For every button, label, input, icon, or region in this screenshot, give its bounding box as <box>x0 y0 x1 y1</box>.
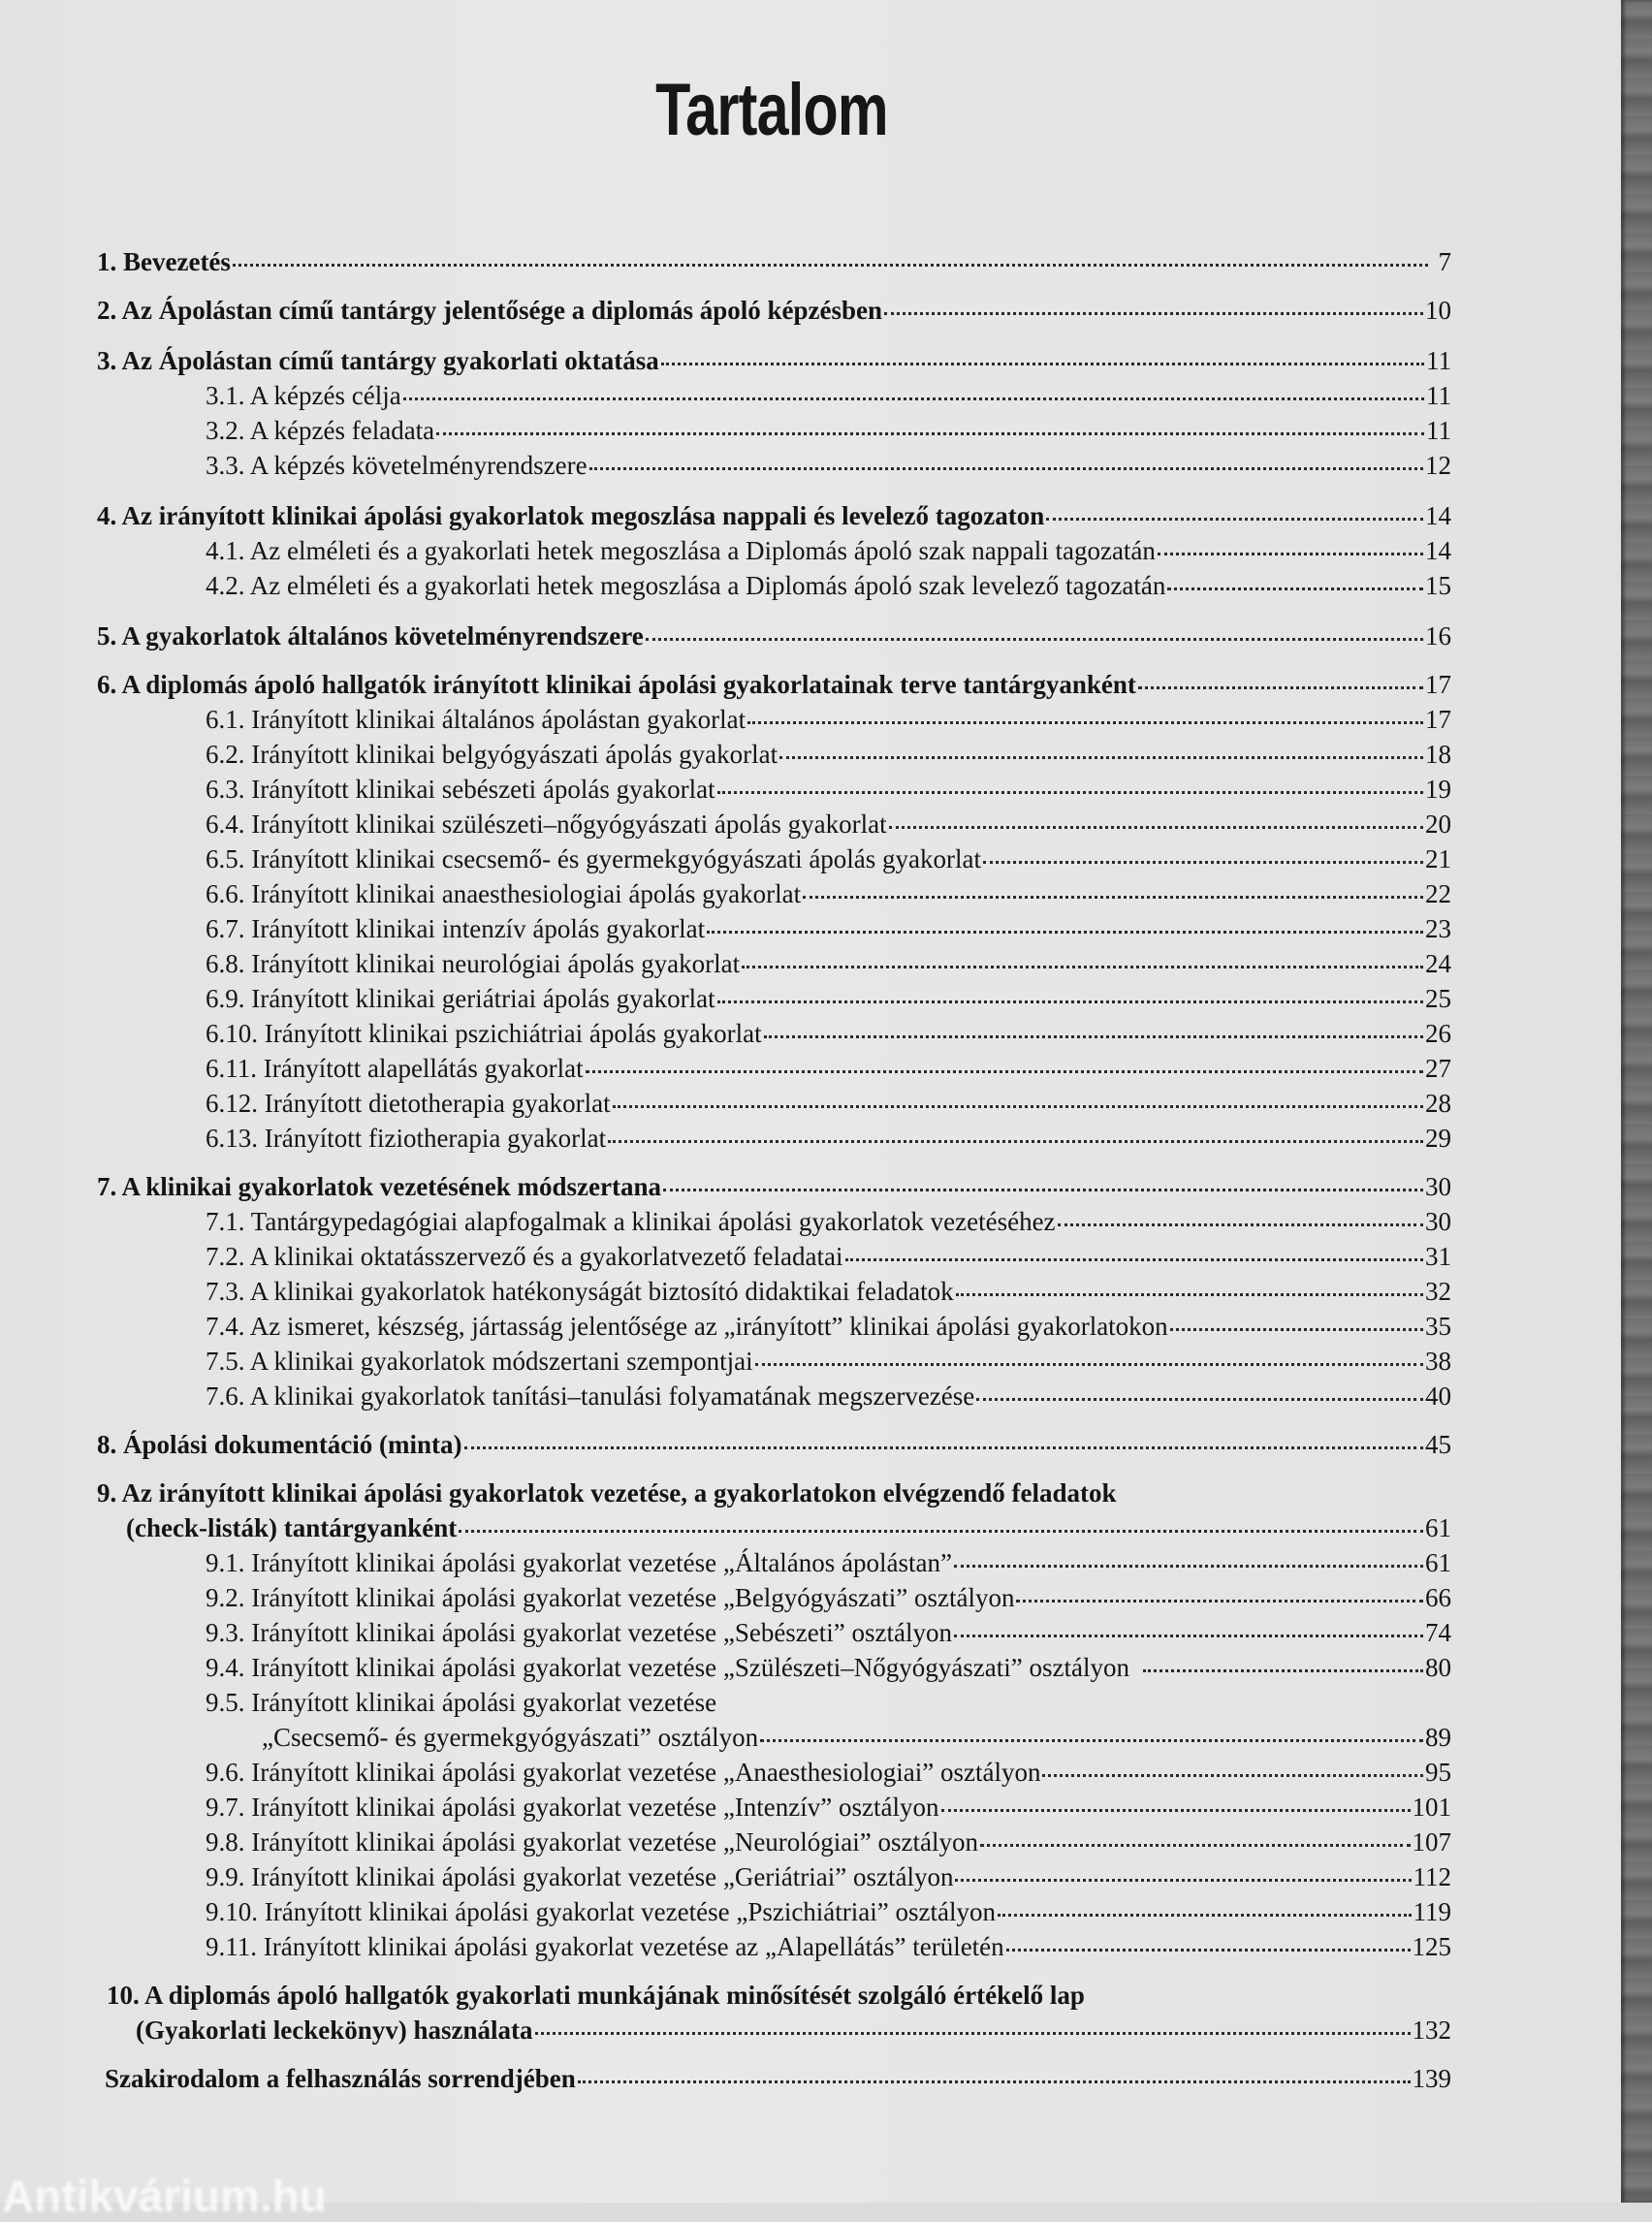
toc-entry-label: 5. A gyakorlatok általános követelményrendszere <box>97 621 644 651</box>
dot-leader <box>760 1739 1423 1742</box>
toc-entry-label: 8. Ápolási dokumentáció (minta) <box>97 1430 462 1459</box>
toc-page-number: 112 <box>1413 1862 1451 1891</box>
toc-subentry <box>206 535 1451 566</box>
dot-leader <box>1138 686 1423 689</box>
toc-entry <box>97 620 1451 651</box>
dot-leader <box>747 721 1423 724</box>
toc-subentry <box>206 948 1451 979</box>
toc-page-number: 22 <box>1425 879 1451 908</box>
toc-page-number: 14 <box>1425 536 1451 565</box>
dot-leader <box>233 264 1428 267</box>
toc-subentry <box>206 774 1451 805</box>
toc-page-number: 30 <box>1425 1172 1451 1201</box>
dot-leader <box>1042 1774 1423 1777</box>
toc-page-number: 35 <box>1425 1312 1451 1341</box>
toc-page-number: 28 <box>1425 1089 1451 1118</box>
toc-entry-label: 9.2. Irányított klinikai ápolási gyakorlat vezetése „Belgyógyászati” osztályon <box>206 1583 1015 1612</box>
toc-entry <box>97 1429 1451 1460</box>
toc-entry-label: 6.2. Irányított klinikai belgyógyászati ápolás gyakorlat <box>206 740 778 769</box>
toc-subentry <box>206 1547 1451 1578</box>
toc-page-number: 95 <box>1425 1758 1451 1787</box>
dot-leader <box>845 1258 1424 1261</box>
toc-subentry <box>206 1617 1451 1648</box>
dot-leader <box>755 1363 1423 1366</box>
dot-leader <box>1158 553 1423 556</box>
dot-leader <box>954 1565 1423 1568</box>
toc-subentry <box>206 843 1451 874</box>
toc-page-number: 107 <box>1412 1827 1451 1857</box>
watermark: Antikvárium.hu <box>2 2171 327 2221</box>
toc-page-number: 17 <box>1425 670 1451 699</box>
toc-subentry <box>206 380 1451 411</box>
toc-page-number: 74 <box>1425 1618 1451 1647</box>
toc-entry-label: 7.1. Tantárgypedagógiai alapfogalmak a klinikai ápolási gyakorlatok vezetéséhez <box>206 1207 1056 1236</box>
toc-entry-label: 9.9. Irányított klinikai ápolási gyakorlat vezetése „Geriátriai” osztályon <box>206 1862 954 1891</box>
dot-leader <box>661 363 1424 365</box>
toc-subentry <box>206 1582 1451 1613</box>
toc-subentry <box>206 450 1451 481</box>
toc-entry-label: 9.3. Irányított klinikai ápolási gyakorlat vezetése „Sebészeti” osztályon <box>206 1618 952 1647</box>
toc-entry-label: 2. Az Ápolástan című tantárgy jelentősége a diplomás ápoló képzésben <box>97 296 882 325</box>
toc-entry <box>97 500 1451 531</box>
toc-page-number: 38 <box>1425 1347 1451 1376</box>
dot-leader <box>884 312 1423 315</box>
toc-subentry <box>206 739 1451 770</box>
toc-subentry <box>206 1757 1451 1788</box>
dot-leader <box>955 1879 1411 1882</box>
toc-subentry <box>206 983 1451 1014</box>
toc-page-number: 31 <box>1425 1242 1451 1271</box>
toc-subentry <box>206 1826 1451 1857</box>
dot-leader <box>889 826 1423 829</box>
toc-page-number: 11 <box>1426 381 1451 410</box>
dot-leader <box>742 966 1423 968</box>
dot-leader <box>1006 1949 1411 1952</box>
toc-subentry <box>206 913 1451 944</box>
toc-entry-label: 4. Az irányított klinikai ápolási gyakorlatok megoszlása nappali és levelező tagozaton <box>97 501 1045 530</box>
toc-subentry <box>206 1123 1451 1154</box>
toc-entry-label: 6.9. Irányított klinikai geriátriai ápolás gyakorlat <box>206 984 715 1013</box>
book-page-edge <box>1621 0 1652 2203</box>
toc-subentry <box>206 1206 1451 1237</box>
dot-leader <box>956 1293 1423 1296</box>
toc-page-number: 125 <box>1412 1932 1451 1961</box>
toc-entry-label: 7.5. A klinikai gyakorlatok módszertani szempontjai <box>206 1347 753 1376</box>
toc-page-number: 26 <box>1425 1019 1451 1048</box>
toc-entry <box>97 1171 1451 1202</box>
dot-leader <box>803 896 1423 899</box>
toc-page-number: 15 <box>1425 571 1451 600</box>
dot-leader <box>589 467 1423 470</box>
toc-page-number: 11 <box>1426 346 1451 375</box>
toc-entry-label: 9.5. Irányított klinikai ápolási gyakorlat vezetése <box>206 1688 717 1717</box>
toc-entry <box>97 345 1451 376</box>
toc-subentry <box>206 1381 1451 1412</box>
toc-entry-label-continuation: (check-listák) tantárgyanként <box>126 1513 458 1542</box>
toc-subentry <box>206 1053 1451 1084</box>
dot-leader <box>1058 1223 1423 1226</box>
toc-entry-label: 6.1. Irányított klinikai általános ápolástan gyakorlat <box>206 705 747 734</box>
toc-page-number: 25 <box>1425 984 1451 1013</box>
toc-page-number: 139 <box>1412 2064 1451 2093</box>
dot-leader <box>1016 1600 1423 1603</box>
toc-entry-label: 3.3. A képzés követelményrendszere <box>206 451 588 480</box>
toc-subentry <box>206 1088 1451 1119</box>
dot-leader <box>983 861 1423 864</box>
toc-page-number: 30 <box>1425 1207 1451 1236</box>
toc-entry <box>136 2015 1451 2046</box>
dot-leader <box>779 756 1423 759</box>
dot-leader <box>717 791 1423 794</box>
dot-leader <box>586 1070 1423 1073</box>
toc-page-number: 89 <box>1425 1723 1451 1752</box>
toc-entry-label: 7.6. A klinikai gyakorlatok tanítási–tanulási folyamatának megszervezése <box>206 1381 975 1411</box>
toc-subentry <box>206 570 1451 601</box>
toc-subentry <box>206 1896 1451 1927</box>
toc-page-number: 40 <box>1425 1381 1451 1411</box>
dot-leader <box>663 1189 1423 1191</box>
dot-leader <box>403 397 1424 400</box>
toc-subentry <box>206 1931 1451 1962</box>
toc-entry-label: 9.8. Irányított klinikai ápolási gyakorlat vezetése „Neurológiai” osztályon <box>206 1827 978 1857</box>
toc-page-number: 12 <box>1425 451 1451 480</box>
toc-page-number: 20 <box>1425 809 1451 839</box>
toc-subentry <box>206 878 1451 909</box>
toc-page-number: 29 <box>1425 1124 1451 1153</box>
dot-leader <box>941 1809 1411 1812</box>
toc-entry-label: 9.4. Irányított klinikai ápolási gyakorlat vezetése „Szülészeti–Nőgyógyászati” osztályon <box>206 1653 1129 1682</box>
toc-subentry <box>262 1722 1451 1753</box>
dot-leader <box>976 1398 1423 1401</box>
toc-subentry <box>206 1861 1451 1892</box>
toc-entry-label: 6.12. Irányított dietotherapia gyakorlat <box>206 1089 611 1118</box>
toc-entry-label: 6.6. Irányított klinikai anaesthesiologiai ápolás gyakorlat <box>206 879 802 908</box>
toc-entry-label: 7. A klinikai gyakorlatok vezetésének módszertana <box>97 1172 661 1201</box>
dot-leader <box>1046 518 1423 521</box>
dot-leader <box>646 638 1423 641</box>
toc-entry-label-continuation: (Gyakorlati leckekönyv) használata <box>136 2016 533 2045</box>
toc-page-number: 61 <box>1425 1513 1451 1542</box>
page-title: Tartalom <box>655 69 888 151</box>
toc-entry-label: 3.1. A képzés célja <box>206 381 401 410</box>
toc-entry-label: 9.7. Irányított klinikai ápolási gyakorlat vezetése „Intenzív” osztályon <box>206 1793 939 1822</box>
toc-subentry <box>206 415 1451 446</box>
dot-leader <box>464 1446 1423 1449</box>
toc-subentry <box>206 1241 1451 1272</box>
toc-page-number: 80 <box>1425 1653 1451 1682</box>
toc-entry <box>126 1512 1451 1543</box>
toc-entry-label: 4.2. Az elméleti és a gyakorlati hetek megoszlása a Diplomás ápoló szak levelező tagozatán <box>206 571 1166 600</box>
toc-entry-label: 7.2. A klinikai oktatásszervező és a gyakorlatvezető feladatai <box>206 1242 843 1271</box>
toc-entry-label: 7.4. Az ismeret, készség, jártasság jelentősége az „irányított” klinikai ápolási gyakorlatokon <box>206 1312 1168 1341</box>
toc-entry-label: 6. A diplomás ápoló hallgatók irányított klinikai ápolási gyakorlatainak terve tantárgyanként <box>97 670 1136 699</box>
dot-leader <box>578 2080 1411 2083</box>
toc-entry-label: 3.2. A képzés feladata <box>206 416 435 445</box>
toc-page-number: 21 <box>1425 844 1451 873</box>
toc-page-number: 10 <box>1425 296 1451 325</box>
toc-entry-label: 4.1. Az elméleti és a gyakorlati hetek megoszlása a Diplomás ápoló szak nappali tagozatán <box>206 536 1156 565</box>
dot-leader <box>707 931 1423 934</box>
toc-entry-label: 6.10. Irányított klinikai pszichiátriai ápolás gyakorlat <box>206 1019 762 1048</box>
dot-leader <box>1170 1328 1423 1331</box>
dot-leader <box>535 2032 1411 2035</box>
dot-leader <box>764 1035 1423 1038</box>
dot-leader <box>1143 1669 1423 1672</box>
toc-page-number: 19 <box>1425 775 1451 804</box>
toc-page-number: 7 <box>1438 247 1451 276</box>
toc-entry-label: 6.13. Irányított fiziotherapia gyakorlat <box>206 1124 607 1153</box>
toc-page-number: 45 <box>1425 1430 1451 1459</box>
dot-leader <box>1167 587 1423 590</box>
toc-entry-label: 9.11. Irányított klinikai ápolási gyakorlat vezetése az „Alapellátás” területén <box>206 1932 1004 1961</box>
dot-leader <box>459 1530 1423 1533</box>
toc-subentry <box>206 1311 1451 1342</box>
toc-entry-label: 9.1. Irányított klinikai ápolási gyakorlat vezetése „Általános ápolástan” <box>206 1548 952 1577</box>
toc-page-number: 32 <box>1425 1277 1451 1306</box>
toc-subentry <box>206 1018 1451 1049</box>
toc-entry-label: 6.4. Irányított klinikai szülészeti–nőgyógyászati ápolás gyakorlat <box>206 809 887 839</box>
toc-entry-label: 9. Az irányított klinikai ápolási gyakorlatok vezetése, a gyakorlatokon elvégzendő feladatok <box>97 1478 1117 1508</box>
dot-leader <box>608 1140 1423 1143</box>
toc-entry <box>97 295 1451 326</box>
toc-page-number: 132 <box>1412 2016 1451 2045</box>
toc-entry-label: 6.11. Irányított alapellátás gyakorlat <box>206 1054 584 1083</box>
toc-page-number: 16 <box>1425 621 1451 651</box>
toc-page-number: 101 <box>1412 1793 1451 1822</box>
toc-entry-label: 6.5. Irányított klinikai csecsemő- és gyermekgyógyászati ápolás gyakorlat <box>206 844 982 873</box>
dot-leader <box>980 1844 1411 1847</box>
toc-page-number: 23 <box>1425 914 1451 943</box>
toc-subentry <box>206 1276 1451 1307</box>
toc-page-number: 66 <box>1425 1583 1451 1612</box>
toc-page-number: 17 <box>1425 705 1451 734</box>
toc-subentry <box>206 1652 1451 1683</box>
dot-leader <box>998 1914 1412 1917</box>
toc-entry-label: 6.3. Irányított klinikai sebészeti ápolás gyakorlat <box>206 775 715 804</box>
toc-subentry <box>206 1792 1451 1823</box>
toc-page-number: 27 <box>1425 1054 1451 1083</box>
toc-entry <box>97 669 1451 700</box>
dot-leader <box>717 1000 1423 1003</box>
dot-leader <box>613 1105 1423 1108</box>
toc-entry-label: 3. Az Ápolástan című tantárgy gyakorlati oktatása <box>97 346 659 375</box>
toc-entry-label-continuation: „Csecsemő- és gyermekgyógyászati” osztályon <box>262 1723 759 1752</box>
toc-page-number: 18 <box>1425 740 1451 769</box>
toc-entry-label: 9.10. Irányított klinikai ápolási gyakorlat vezetése „Pszichiátriai” osztályon <box>206 1897 996 1926</box>
toc-entry <box>105 2063 1451 2094</box>
toc-entry-label: 1. Bevezetés <box>97 247 231 276</box>
toc-entry-label: 7.3. A klinikai gyakorlatok hatékonyságát biztosító didaktikai feladatok <box>206 1277 954 1306</box>
toc-entry-label: 10. A diplomás ápoló hallgatók gyakorlati munkájának minősítését szolgáló értékelő lap <box>107 1981 1085 2010</box>
toc-page-number: 119 <box>1413 1897 1451 1926</box>
toc-subentry <box>206 1346 1451 1377</box>
toc-page-number: 24 <box>1425 949 1451 978</box>
toc-page-number: 61 <box>1425 1548 1451 1577</box>
dot-leader <box>954 1635 1423 1637</box>
toc-page-number: 14 <box>1425 501 1451 530</box>
toc-subentry <box>206 704 1451 735</box>
toc-subentry <box>206 809 1451 840</box>
toc-entry <box>97 246 1451 277</box>
toc-page-number: 11 <box>1426 416 1451 445</box>
toc-entry-label: 6.7. Irányított klinikai intenzív ápolás gyakorlat <box>206 914 706 943</box>
dot-leader <box>436 432 1424 435</box>
toc-entry-label: Szakirodalom a felhasználás sorrendjében <box>105 2064 576 2093</box>
toc-entry-label: 9.6. Irányított klinikai ápolási gyakorlat vezetése „Anaesthesiologiai” osztályon <box>206 1758 1041 1787</box>
toc-entry-label: 6.8. Irányított klinikai neurológiai ápolás gyakorlat <box>206 949 741 978</box>
